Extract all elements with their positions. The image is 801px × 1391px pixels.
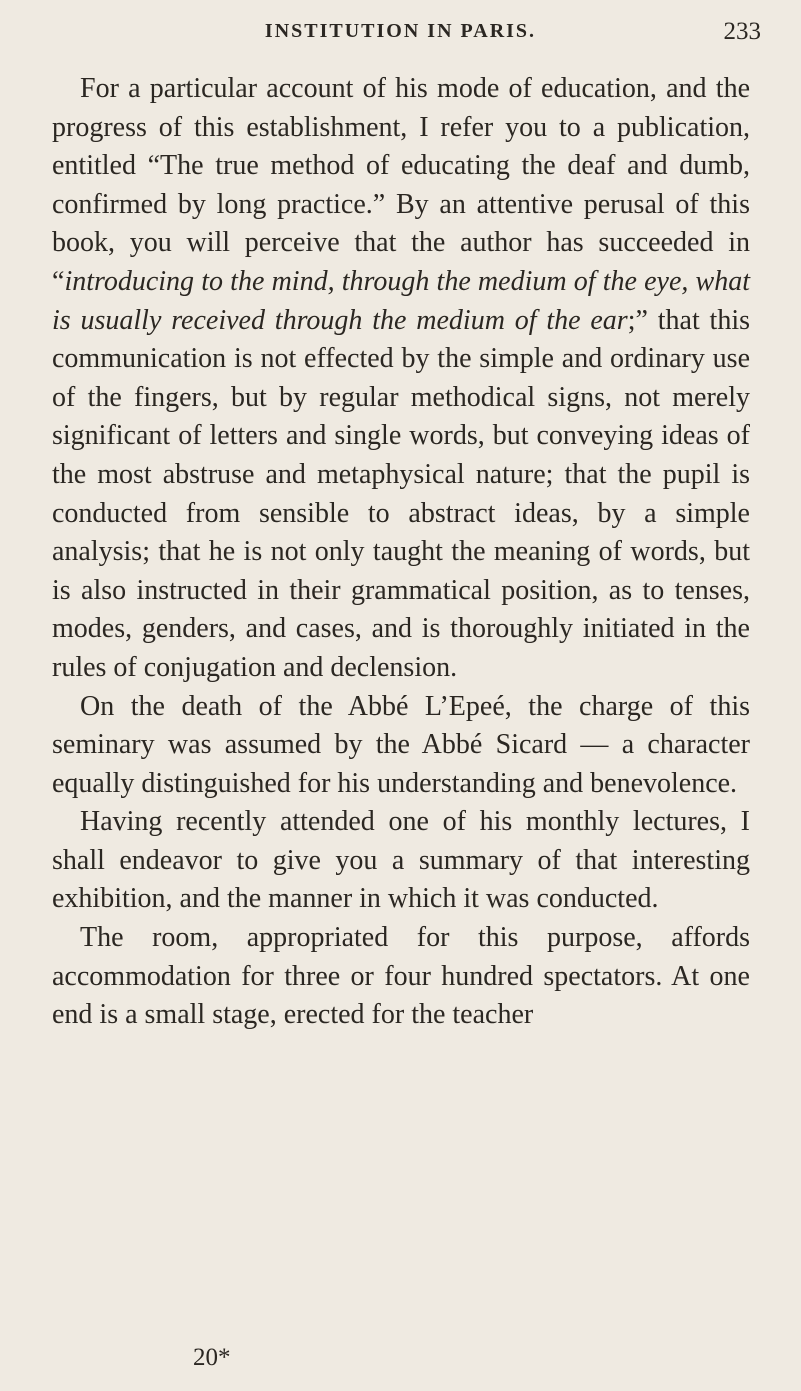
text-body <box>52 70 750 1035</box>
page-number: 233 <box>723 18 761 45</box>
paragraph-2: On the death of the Abbé L’Epeé, the charge of this seminary was assumed by the Abbé Sicard — a character equally distinguished for his understanding and benevolence. <box>52 690 750 799</box>
paragraph-3: Having recently attended one of his monthly lectures, I shall endeavor to give you a summary of that interesting exhibition, and the manner in which it was conducted. <box>52 806 750 915</box>
paragraph-4: The room, appropriated for this purpose, affords accommodation for three or four hundred spectators. At one end is a small stage, erected for the teacher <box>52 922 750 1031</box>
paragraph-1 <box>52 70 750 688</box>
paragraph-1-text-a: For a particular account of his mode of education, and the progress of this establishment, I refer you to a publication, entitled “The true method of educating the deaf and dumb, confirmed by long practice.” By an attentive perusal of this book, you will perceive that the author has succeeded in “ <box>52 73 750 297</box>
paragraph-1-italic-quote: introducing to the mind, through the medium of the eye, what is usually received through the medium of the ear <box>52 265 750 336</box>
running-head <box>40 20 761 56</box>
paragraph-1-text-b: ;” that this communication is not effected by the simple and ordinary use of the fingers, but by regular methodical signs, not merely significant of letters and single words, but conveying ideas of the most abstruse and metaphysical nature; that the pupil is conducted from sensible to abstract ideas, by a simple analysis; that he is not only taught the meaning of words, but is also instructed in their grammatical position, as to tenses, modes, genders, and cases, and is thoroughly initiated in the rules of conjugation and declension. <box>52 304 750 683</box>
signature-mark: 20* <box>193 1344 231 1371</box>
running-title: INSTITUTION IN PARIS. <box>264 20 537 42</box>
